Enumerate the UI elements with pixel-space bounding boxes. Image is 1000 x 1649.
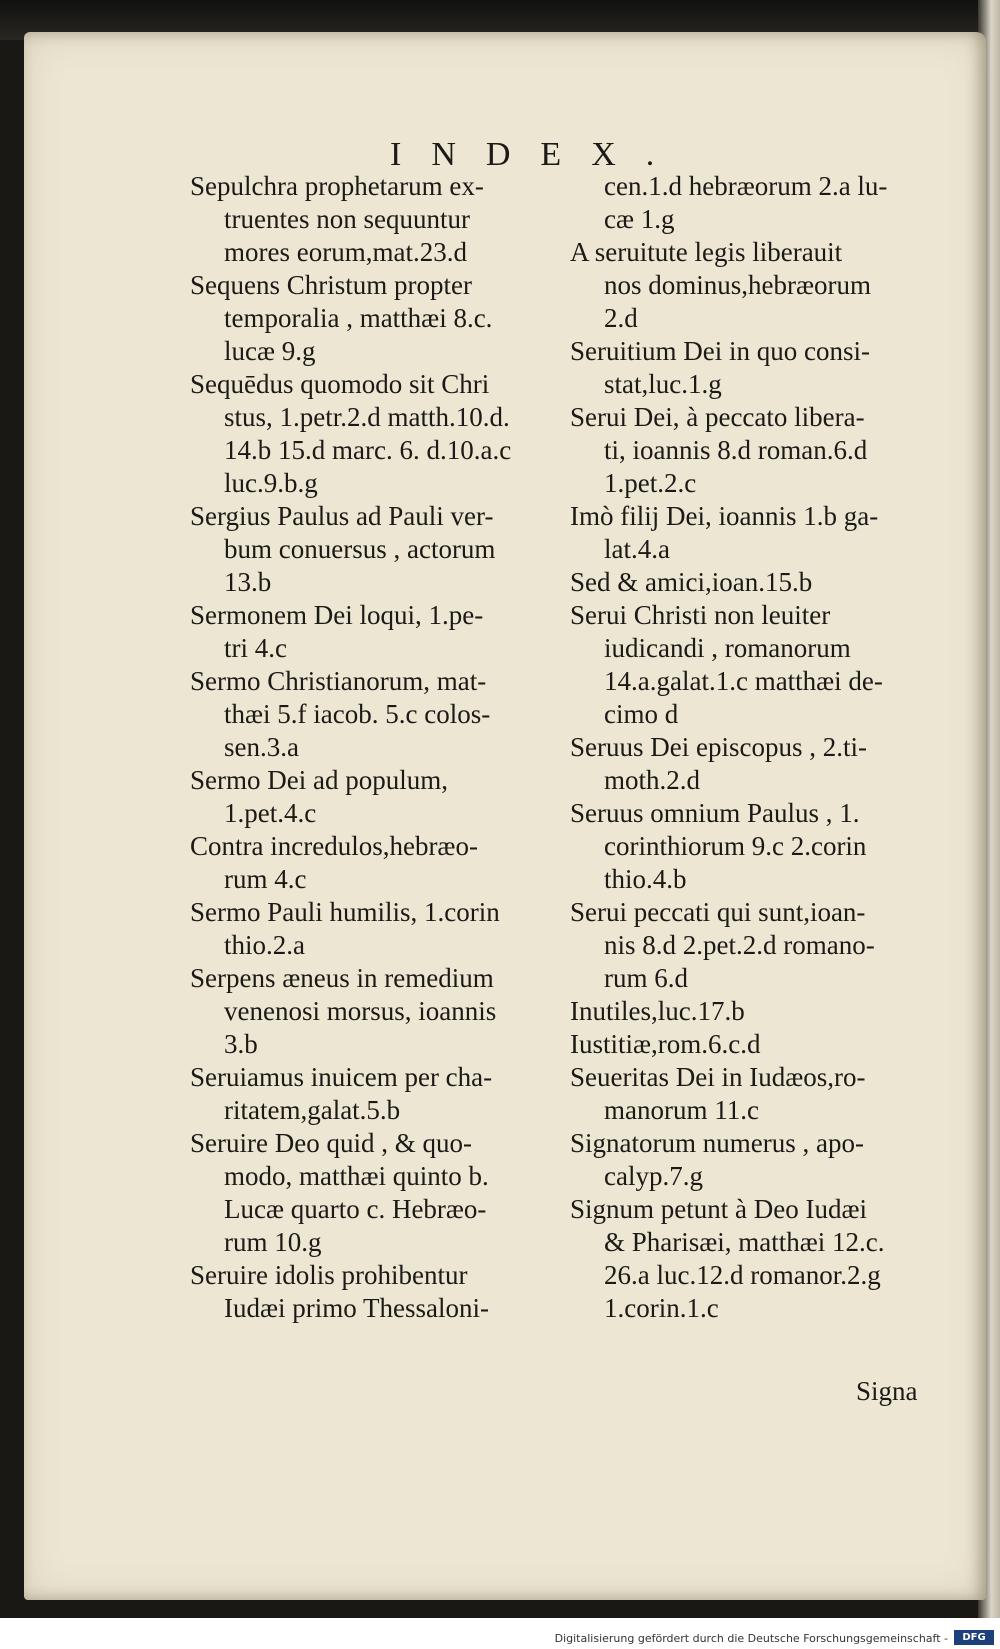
index-entry [570, 1127, 930, 1193]
index-entry [570, 797, 930, 896]
index-entry-line: Sermonem Dei loqui, 1.pe- [190, 600, 484, 630]
index-entry-line: Seruire idolis prohibentur [190, 1260, 468, 1290]
index-entry-line: Seruiamus inuicem per cha- [190, 1062, 493, 1092]
index-entry-line: Sermo Dei ad populum, [190, 765, 448, 795]
index-entry [570, 401, 930, 500]
index-entry-line: cen.1.d hebræorum 2.a lu- [604, 171, 888, 201]
index-entry-line: cæ 1.g [604, 204, 675, 234]
index-entry-line: moth.2.d [604, 765, 701, 795]
index-entry [190, 896, 550, 962]
index-entry-line: venenosi morsus, ioannis [224, 996, 497, 1026]
index-entry-line: Iustitiæ,rom.6.c.d [570, 1029, 761, 1059]
index-entry-line: & Pharisæi, matthæi 12.c. [604, 1227, 885, 1257]
index-entry [190, 500, 550, 599]
index-entry [190, 830, 550, 896]
index-entry [570, 236, 930, 335]
index-entry-line: A seruitute legis liberauit [570, 237, 843, 267]
index-entry-line: ritatem,galat.5.b [224, 1095, 401, 1125]
index-entry-line: 3.b [224, 1029, 258, 1059]
index-entry-line: stat,luc.1.g [604, 369, 722, 399]
index-entry-line: 1.pet.4.c [224, 798, 317, 828]
index-entry-line: Serui Dei, à peccato libera- [570, 402, 865, 432]
index-entry-line: Inutiles,luc.17.b [570, 996, 745, 1026]
page-header: INDEX. [390, 136, 685, 173]
index-entry-line: Sequēdus quomodo sit Chri [190, 369, 490, 399]
index-entry [570, 500, 930, 566]
index-entry-line: Iudæi primo Thessaloni- [224, 1293, 489, 1323]
index-entry [190, 764, 550, 830]
index-entry-line: bum conuersus , actorum [224, 534, 496, 564]
index-entry-line: Sed & amici,ioan.15.b [570, 567, 813, 597]
index-entry [570, 1193, 930, 1325]
index-entry-line: calyp.7.g [604, 1161, 703, 1191]
index-entry-line: Contra incredulos,hebræo- [190, 831, 478, 861]
catchword: Signa [856, 1376, 918, 1406]
index-entry [570, 170, 930, 236]
index-entry-line: 14.b 15.d marc. 6. d.10.a.c [224, 435, 512, 465]
index-entry-line: cimo d [604, 699, 679, 729]
index-entry [570, 335, 930, 401]
index-entry-line: Seruus Dei episcopus , 2.ti- [570, 732, 867, 762]
index-column-left [190, 170, 550, 1325]
index-entry [190, 665, 550, 764]
index-entry-line: rum 6.d [604, 963, 688, 993]
dfg-logo: DFG [954, 1630, 994, 1645]
index-entry-line: nis 8.d 2.pet.2.d romano- [604, 930, 875, 960]
index-entry-line: nos dominus,hebræorum [604, 270, 871, 300]
index-entry [190, 1061, 550, 1127]
index-entry-line: temporalia , matthæi 8.c. [224, 303, 493, 333]
index-entry-line: 13.b [224, 567, 272, 597]
index-entry [190, 170, 550, 269]
index-entry [190, 269, 550, 368]
index-entry-line: Serui peccati qui sunt,ioan- [570, 897, 866, 927]
index-entry-line: Serpens æneus in remedium [190, 963, 494, 993]
index-entry-line: Signum petunt à Deo Iudæi [570, 1194, 867, 1224]
index-entry-line: Seruus omnium Paulus , 1. [570, 798, 860, 828]
index-entry [570, 599, 930, 731]
index-entry-line: rum 4.c [224, 864, 307, 894]
index-entry [570, 896, 930, 995]
index-entry [570, 1061, 930, 1127]
index-entry-line: Sepulchra prophetarum ex- [190, 171, 484, 201]
index-entry [570, 566, 930, 599]
index-entry-line: 1.pet.2.c [604, 468, 697, 498]
index-entry [190, 962, 550, 1061]
index-entry-line: truentes non sequuntur [224, 204, 470, 234]
index-entry [190, 1259, 550, 1325]
index-entry-line: 14.a.galat.1.c matthæi de- [604, 666, 883, 696]
index-entry-line: 2.d [604, 303, 638, 333]
index-entry-line: modo, matthæi quinto b. [224, 1161, 489, 1191]
index-entry [190, 599, 550, 665]
index-column-right [570, 170, 930, 1325]
index-entry-line: Signatorum numerus , apo- [570, 1128, 864, 1158]
index-entry-line: tri 4.c [224, 633, 287, 663]
index-entry-line: thæi 5.f iacob. 5.c colos- [224, 699, 491, 729]
index-entry-line: 1.corin.1.c [604, 1293, 719, 1323]
index-entry-line: manorum 11.c [604, 1095, 759, 1125]
index-entry-line: lat.4.a [604, 534, 670, 564]
index-entry-line: sen.3.a [224, 732, 299, 762]
index-entry-line: Sermo Christianorum, mat- [190, 666, 487, 696]
index-entry [570, 1028, 930, 1061]
index-entry [570, 731, 930, 797]
index-entry-line: thio.2.a [224, 930, 305, 960]
index-entry-line: lucæ 9.g [224, 336, 316, 366]
index-entry-line: rum 10.g [224, 1227, 322, 1257]
index-entry-line: stus, 1.petr.2.d matth.10.d. [224, 402, 510, 432]
index-entry-line: Seruitium Dei in quo consi- [570, 336, 870, 366]
index-entry-line: iudicandi , romanorum [604, 633, 851, 663]
index-entry-line: Seueritas Dei in Iudæos,ro- [570, 1062, 866, 1092]
index-entry-line: ti, ioannis 8.d roman.6.d [604, 435, 868, 465]
index-entry-line: Sequens Christum propter [190, 270, 472, 300]
footer-credit: Digitalisierung gefördert durch die Deutsche Forschungsgemeinschaft - [554, 1632, 948, 1645]
index-entry [190, 368, 550, 500]
index-entry-line: Serui Christi non leuiter [570, 600, 831, 630]
index-entry-line: Imò filij Dei, ioannis 1.b ga- [570, 501, 879, 531]
index-entry-line: Sergius Paulus ad Pauli ver- [190, 501, 494, 531]
index-entry [190, 1127, 550, 1259]
index-entry-line: Seruire Deo quid , & quo- [190, 1128, 472, 1158]
index-entry-line: thio.4.b [604, 864, 687, 894]
index-entry-line: Sermo Pauli humilis, 1.corin [190, 897, 500, 927]
index-entry-line: Lucæ quarto c. Hebræo- [224, 1194, 487, 1224]
index-entry-line: corinthiorum 9.c 2.corin [604, 831, 867, 861]
index-entry [570, 995, 930, 1028]
index-entry-line: 26.a luc.12.d romanor.2.g [604, 1260, 881, 1290]
index-entry-line: mores eorum,mat.23.d [224, 237, 467, 267]
index-entry-line: luc.9.b.g [224, 468, 318, 498]
